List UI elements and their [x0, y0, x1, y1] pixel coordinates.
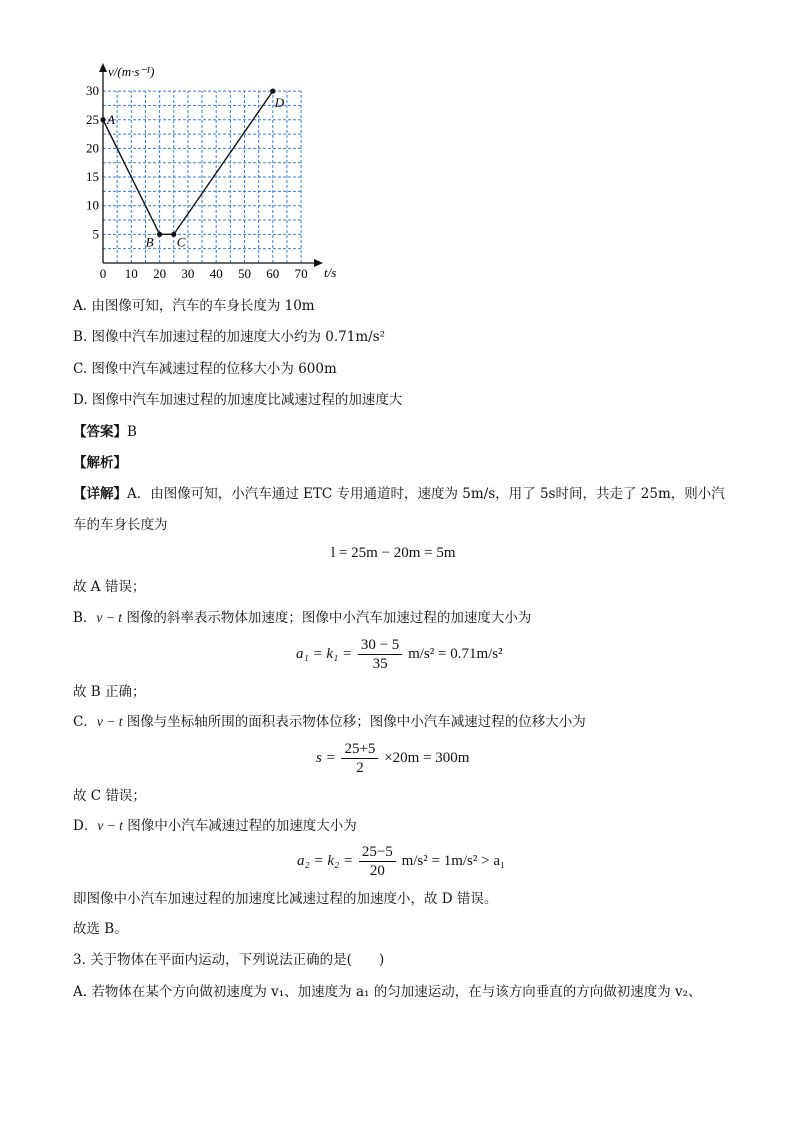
chart-grid	[103, 91, 301, 263]
chart-axes	[99, 63, 323, 267]
b-vt: v − t	[96, 610, 123, 625]
c-text: 图像与坐标轴所围的面积表示物体位移；图像中小汽车减速过程的位移大小为	[122, 714, 586, 730]
detail-d	[73, 817, 357, 835]
x-axis-label: t/s	[324, 265, 337, 280]
eq4-lhs: a₂ = k₂ =	[297, 852, 354, 869]
detail-a-line1	[73, 485, 725, 503]
x-tick-label: 50	[238, 266, 251, 281]
x-tick-label: 30	[181, 266, 195, 281]
eq2-numerator: 30 − 5	[358, 636, 402, 655]
y-tick-label: 5	[92, 226, 99, 242]
question-3-stem: 3. 关于物体在平面内运动，下列说法正确的是( )	[73, 952, 385, 968]
point-a	[100, 117, 105, 122]
eq2-rhs: m/s² = 0.71m/s²	[408, 645, 503, 662]
point-b	[157, 232, 162, 237]
detail-c	[73, 713, 586, 731]
analysis-tag: 【解析】	[73, 455, 127, 471]
option-c: C. 图像中汽车减速过程的位移大小为 600m	[73, 361, 337, 377]
eq4-rhs: m/s² = 1m/s² > a₁	[401, 852, 506, 869]
d-prefix: D．	[73, 818, 98, 834]
y-tick-label: 30	[86, 83, 99, 99]
eq4-numerator: 25−5	[359, 843, 396, 862]
equation-displacement	[316, 740, 469, 777]
detail-a-line2: 车的车身长度为	[73, 517, 168, 533]
question-3-option-a: A. 若物体在某个方向做初速度为 v₁、加速度为 a₁ 的匀加速运动，在与该方向垂直的方向做初速度为 v₂、	[73, 984, 702, 1000]
eq2-denominator: 35	[372, 656, 388, 672]
point-label-b: B	[145, 234, 154, 250]
final-answer: 故选 B。	[73, 921, 128, 937]
verdict-a: 故 A 错误；	[73, 579, 146, 595]
option-b: B. 图像中汽车加速过程的加速度大小约为 0.71m/s²	[73, 329, 386, 345]
c-vt: v − t	[96, 714, 123, 729]
eq3-rhs: ×20m = 300m	[384, 749, 470, 766]
d-vt: v − t	[97, 818, 123, 833]
b-text: 图像的斜率表示物体加速度；图像中小汽车加速过程的加速度大小为	[122, 610, 532, 626]
point-label-d: D	[274, 95, 285, 111]
detail-b	[73, 609, 531, 627]
conclusion-d: 即图像中小汽车加速过程的加速度比减速过程的加速度小，故 D 错误。	[73, 891, 498, 907]
x-tick-label: 70	[294, 266, 308, 281]
x-tick-label: 60	[266, 266, 280, 281]
equation-car-length: l = 25m − 20m = 5m	[331, 545, 456, 561]
verdict-c: 故 C 错误；	[73, 788, 146, 804]
verdict-b: 故 B 正确；	[73, 684, 146, 700]
chart-series	[100, 89, 284, 250]
eq4-denominator: 20	[369, 863, 385, 879]
eq3-fraction	[341, 740, 378, 777]
d-text: 图像中小汽车减速过程的加速度大小为	[122, 818, 357, 834]
eq3-numerator: 25+5	[341, 740, 378, 759]
y-tick-label: 10	[86, 197, 99, 213]
y-tick-label: 25	[86, 111, 99, 127]
answer-line	[73, 423, 137, 441]
answer-value: B	[127, 424, 137, 440]
option-d: D. 图像中汽车加速过程的加速度比减速过程的加速度大	[73, 392, 403, 408]
equation-accel-2	[297, 843, 505, 880]
chart-ticks	[86, 83, 308, 281]
x-tick-label: 40	[209, 266, 223, 281]
point-label-c: C	[176, 234, 186, 250]
detail-tag: 【详解】	[73, 486, 127, 502]
y-tick-label: 15	[86, 169, 99, 185]
y-tick-label: 20	[86, 140, 99, 156]
b-prefix: B．	[73, 610, 97, 626]
y-axis-label: v/(m·s⁻¹)	[108, 64, 155, 79]
detail-a-text: A．由图像可知，小汽车通过 ETC 专用通道时，速度为 5m/s，用了 5s时间，共走了 25m，则小汽	[127, 486, 725, 502]
option-a: A. 由图像可知，汽车的车身长度为 10m	[73, 298, 315, 314]
eq3-denominator: 2	[356, 760, 364, 776]
eq4-fraction	[359, 843, 396, 880]
x-tick-label: 10	[124, 266, 138, 281]
eq3-lhs: s =	[316, 749, 336, 766]
point-c	[171, 232, 176, 237]
eq2-lhs: a₁ = k₁ =	[296, 645, 353, 662]
x-axis-arrow	[314, 259, 323, 267]
eq2-fraction	[358, 636, 402, 673]
point-d	[270, 89, 275, 94]
y-axis-arrow	[99, 63, 107, 72]
point-label-a: A	[107, 111, 115, 127]
x-tick-label: 0	[99, 266, 107, 281]
x-tick-label: 20	[153, 266, 167, 281]
vt-chart	[78, 58, 348, 290]
equation-accel-1	[296, 636, 503, 673]
answer-tag: 【答案】	[73, 424, 127, 440]
c-prefix: C．	[73, 714, 97, 730]
